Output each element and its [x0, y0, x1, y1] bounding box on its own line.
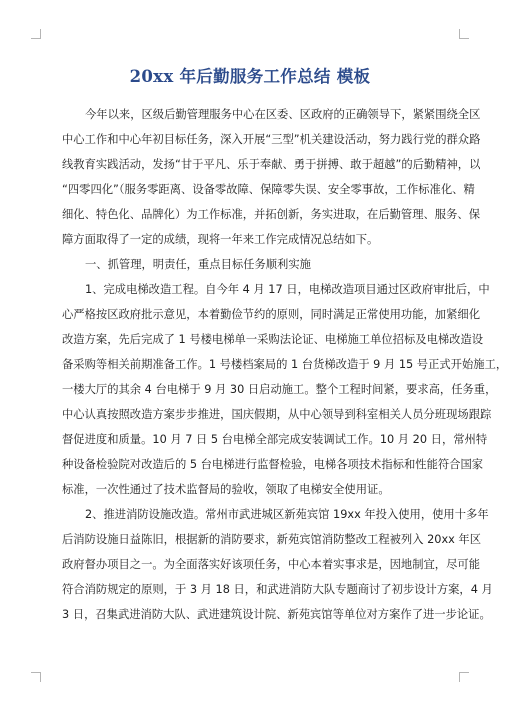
text-line: 3 日，召集武进消防大队、武进建筑设计院、新苑宾馆等单位对方案作了进一步论证。 — [62, 608, 491, 621]
text-line: 今年以来，区级后勤管理服务中心在区委、区政府的正确领导下，紧紧围绕全区 — [85, 108, 481, 121]
text-line: 改造方案，先后完成了 1 号楼电梯单一采购法论证、电梯施工单位招标及电梯改造设 — [62, 333, 484, 346]
text-line: 1、完成电梯改造工程。自今年 4 月 17 日，电梯改造项目通过区政府审批后，中 — [85, 283, 490, 296]
text-line: “四零四化”（服务零距离、设备零故障、保障零失误、安全零事故，工作标准化、精 — [62, 183, 475, 196]
text-line: 细化、特色化、品牌化）为工作标准，并拓创新，务实进取，在后勤管理、服务、保 — [62, 208, 480, 221]
text-line: 督促进度和质量。10 月 7 日 5 台电梯全部完成安装调试工作。10 月 20 日，常州特 — [62, 433, 488, 446]
document-title: 20xx 年后勤服务工作总结 模板 — [129, 67, 371, 86]
text-line: 线教育实践活动，发扬“甘于平凡、乐于奉献、勇于拼搏、敢于超越”的后勤精神，以 — [62, 158, 481, 171]
text-line: 2、推进消防设施改造。常州市武进城区新苑宾馆 19xx 年投入使用，使用十多年 — [85, 508, 489, 521]
text-line: 障方面取得了一定的成绩，现将一年来工作完成情况总结如下。 — [62, 233, 379, 246]
text-line: 备采购等相关前期准备工作。1 号楼档案局的 1 台货梯改造于 9 月 15 号正式开始施工， — [62, 358, 507, 371]
crop-mark-bottom-right — [459, 672, 469, 682]
paragraph — [62, 502, 493, 627]
text-line: 一楼大厅的其余 4 台电梯于 9 月 30 日启动施工。整个工程时间紧，要求高，任务重， — [62, 383, 497, 396]
text-line: 心严格按区政府批示意见，本着勤俭节约的原则，同时满足正常使用功能，加紧细化 — [62, 308, 480, 321]
text-line: 中心认真按照改造方案步步推进，国庆假期，从中心领导到科室相关人员分班现场跟踪 — [62, 408, 492, 421]
crop-mark-bottom-left — [31, 672, 41, 682]
text-line: 种设备检验院对改造后的 5 台电梯进行监督检验，电梯各项技术指标和性能符合国家 — [62, 458, 484, 471]
text-line: 中心工作和中心年初目标任务，深入开展“三型”机关建设活动，努力践行党的群众路 — [62, 133, 481, 146]
text-line: 政府督办项目之一。为全面落实好该项任务，中心本着实事求是，因地制宜，尽可能 — [62, 558, 480, 571]
paragraph — [62, 277, 507, 502]
text-line: 后消防设施日益陈旧，根据新的消防要求，新苑宾馆消防整改工程被列入 20xx 年区 — [62, 533, 482, 546]
document-body — [62, 102, 507, 627]
crop-mark-top-left — [31, 29, 41, 39]
paragraph — [62, 102, 481, 252]
text-line: 符合消防规定的原则，于 3 月 18 日，和武进消防大队专题商讨了初步设计方案，4 月 — [62, 583, 493, 596]
text-line: 标准，一次性通过了技术监督局的验收，领取了电梯安全使用证。 — [62, 483, 390, 496]
text-line: 一、抓管理，明责任，重点目标任务顺利实施 — [85, 258, 311, 271]
section-heading — [62, 252, 442, 277]
crop-mark-top-right — [459, 29, 469, 39]
